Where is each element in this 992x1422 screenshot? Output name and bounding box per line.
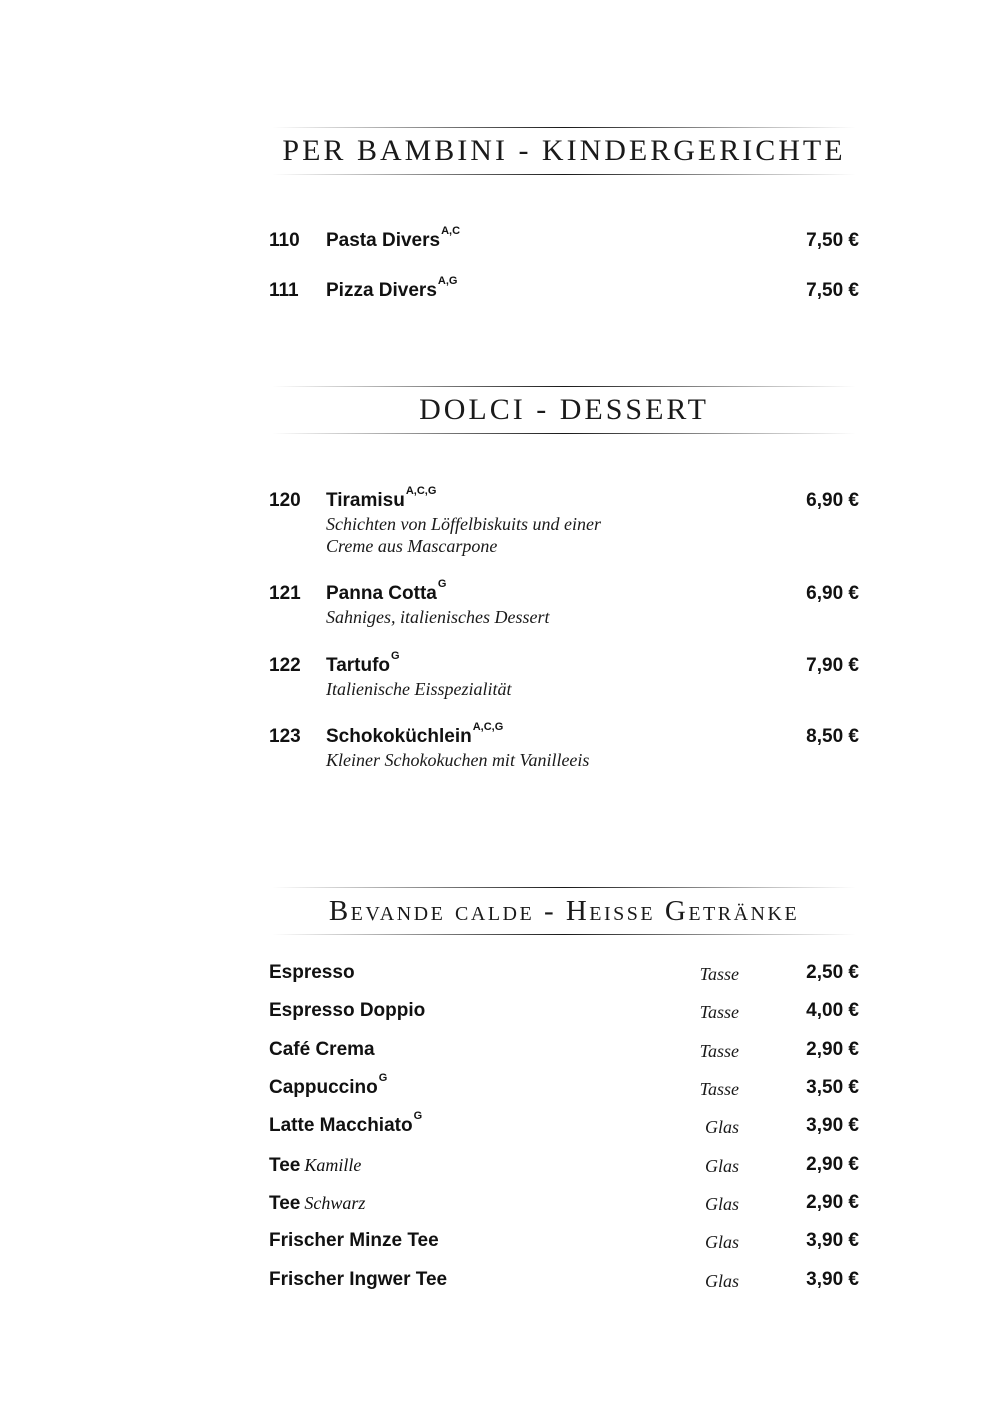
section-heading-heisse-getraenke <box>272 887 856 935</box>
menu-item <box>269 275 859 305</box>
item-name: Tartufo$^G$ <box>326 650 400 676</box>
allergen-codes: A,C <box>441 225 461 237</box>
drink-price: 2,90 € <box>806 1039 859 1060</box>
drink-price: 3,50 € <box>806 1077 859 1098</box>
drink-price: 3,90 € <box>806 1269 859 1290</box>
drink-price: 2,90 € <box>806 1154 859 1175</box>
section-heading-dessert <box>272 386 856 434</box>
item-price: 8,50 € <box>806 726 859 747</box>
item-name: Panna Cotta$^G$ <box>326 578 447 604</box>
item-price: 6,90 € <box>806 583 859 604</box>
item-price: 7,50 € <box>806 230 859 251</box>
menu-item <box>269 225 859 255</box>
item-description: Kleiner Schokokuchen mit Vanilleeis <box>326 750 590 770</box>
item-number: 111 <box>269 280 299 301</box>
item-price: 6,90 € <box>806 490 859 511</box>
serving-unit: Tasse <box>699 1041 739 1061</box>
drink-item <box>269 1110 859 1142</box>
divider-bottom <box>272 174 856 175</box>
serving-unit: Glas <box>704 1194 739 1214</box>
drink-variant: Kamille <box>304 1155 362 1175</box>
divider-bottom <box>272 934 856 935</box>
drink-price: 3,90 € <box>806 1115 859 1136</box>
menu-item <box>269 485 859 559</box>
allergen-codes: G <box>391 650 400 662</box>
drink-name: Cappuccino$^G$ <box>269 1072 388 1098</box>
section-heading-kindergerichte <box>272 127 856 175</box>
drink-item <box>269 1191 859 1219</box>
drink-name: Latte Macchiato$^G$ <box>269 1110 423 1136</box>
drink-name: Frischer Ingwer Tee <box>269 1269 448 1290</box>
divider-top <box>272 887 856 888</box>
drink-name: Café Crema <box>269 1039 375 1060</box>
item-name: Tiramisu$^{A,C,G}$ <box>326 485 437 511</box>
divider-top <box>272 386 856 387</box>
allergen-codes: A,C,G <box>405 485 437 497</box>
serving-unit: Tasse <box>699 964 739 984</box>
item-number: 121 <box>269 583 301 604</box>
item-number: 123 <box>269 726 301 747</box>
drink-name: Espresso <box>269 962 355 983</box>
item-name: Pizza Divers$^{A,G}$ <box>326 275 458 301</box>
item-description: Italienische Eisspezialität <box>326 679 512 699</box>
divider-bottom <box>272 433 856 434</box>
section-title: Bevande calde - Heisse Getränke <box>328 895 800 927</box>
item-number: 122 <box>269 655 301 676</box>
serving-unit: Glas <box>704 1156 739 1176</box>
serving-unit: Glas <box>704 1117 739 1137</box>
drink-item <box>269 1072 859 1104</box>
divider-top <box>272 127 856 128</box>
drink-item <box>269 961 859 989</box>
drink-item <box>269 1229 859 1257</box>
allergen-codes: G <box>413 1110 423 1122</box>
serving-unit: Tasse <box>699 1079 739 1099</box>
allergen-codes: G <box>378 1072 388 1084</box>
drink-price: 3,90 € <box>806 1230 859 1251</box>
drink-item <box>269 999 859 1027</box>
item-number: 120 <box>269 490 301 511</box>
drink-item <box>269 1153 859 1181</box>
allergen-codes: A,C,G <box>472 721 504 733</box>
item-description: Schichten von Löffelbiskuits und einer Creme aus Mascarpone <box>326 514 601 556</box>
serving-unit: Glas <box>704 1271 739 1291</box>
item-description: Sahniges, italienisches Dessert <box>326 607 550 627</box>
allergen-codes: G <box>437 578 447 590</box>
drink-price: 4,00 € <box>806 1000 859 1021</box>
drink-name: Tee Kamille <box>269 1155 362 1176</box>
serving-unit: Glas <box>704 1232 739 1252</box>
menu-item <box>269 578 859 630</box>
drink-name: Frischer Minze Tee <box>269 1230 439 1251</box>
item-number: 110 <box>269 230 300 251</box>
drink-price: 2,90 € <box>806 1192 859 1213</box>
item-name: Schokoküchlein$^{A,C,G}$ <box>326 721 504 747</box>
drink-variant: Schwarz <box>304 1193 366 1213</box>
allergen-codes: A,G <box>437 275 458 287</box>
item-price: 7,50 € <box>806 280 859 301</box>
item-price: 7,90 € <box>806 655 859 676</box>
drink-item <box>269 1268 859 1296</box>
drink-price: 2,50 € <box>806 962 859 983</box>
section-title: PER BAMBINI - KINDERGERICHTE <box>282 134 846 167</box>
drink-name: Tee Schwarz <box>269 1193 366 1214</box>
item-name: Pasta Divers$^{A,C}$ <box>326 225 461 251</box>
drink-item <box>269 1038 859 1066</box>
menu-item <box>269 721 859 773</box>
menu-item <box>269 650 859 702</box>
section-title: DOLCI - DESSERT <box>419 393 709 426</box>
serving-unit: Tasse <box>699 1002 739 1022</box>
drink-name: Espresso Doppio <box>269 1000 426 1021</box>
